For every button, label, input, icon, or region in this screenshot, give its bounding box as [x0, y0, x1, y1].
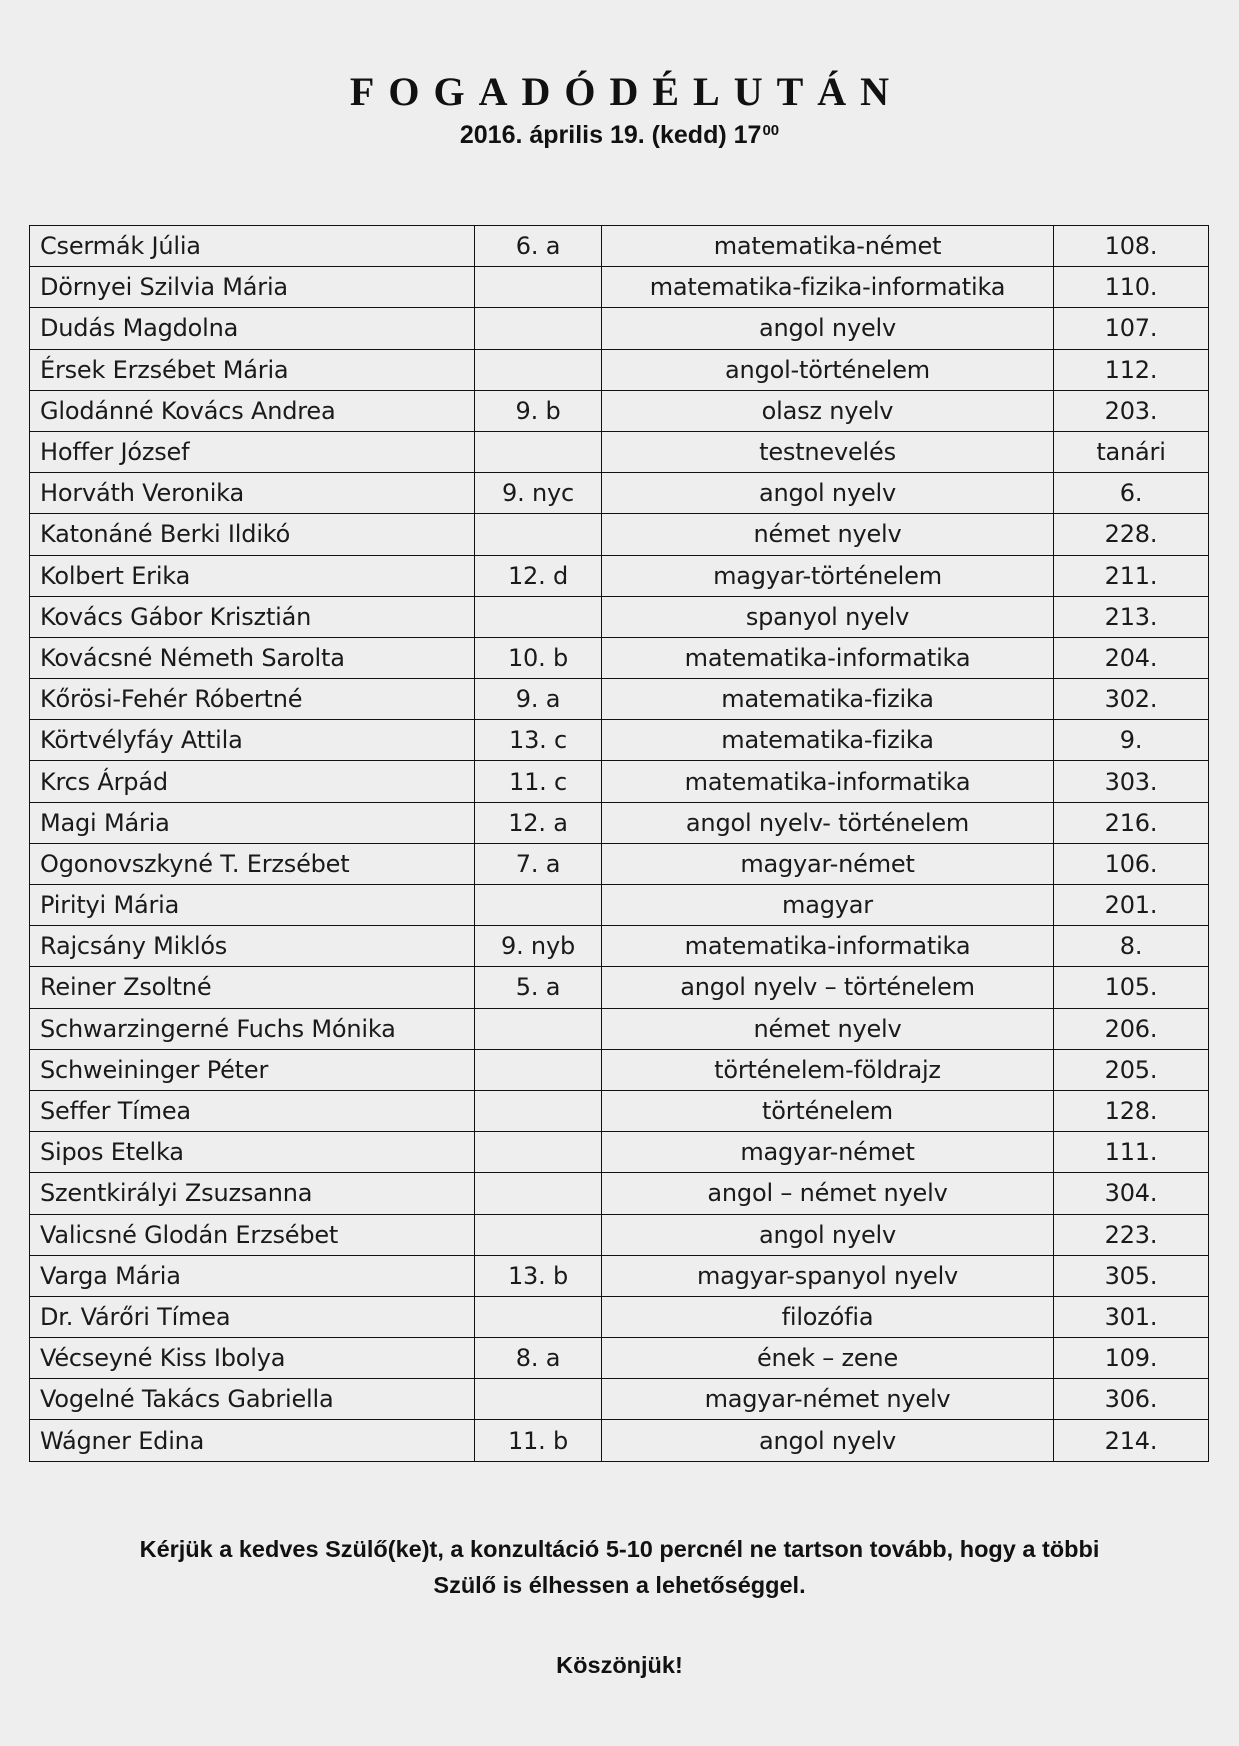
- teacher-name-cell: Érsek Erzsébet Mária: [30, 349, 475, 390]
- class-cell: [475, 1132, 602, 1173]
- table-row: [30, 267, 1209, 308]
- table-row: [30, 1132, 1209, 1173]
- teacher-name-cell: Varga Mária: [30, 1255, 475, 1296]
- teacher-name-cell: Schwarzingerné Fuchs Mónika: [30, 1008, 475, 1049]
- class-cell: [475, 308, 602, 349]
- table-row: [30, 885, 1209, 926]
- class-cell: 9. a: [475, 679, 602, 720]
- teacher-name-cell: Seffer Tímea: [30, 1090, 475, 1131]
- room-cell: 205.: [1054, 1049, 1209, 1090]
- subject-cell: angol-történelem: [602, 349, 1054, 390]
- class-cell: 11. c: [475, 761, 602, 802]
- event-date-text: 2016. április 19. (kedd) 17: [459, 121, 762, 149]
- room-cell: 213.: [1054, 596, 1209, 637]
- room-cell: 216.: [1054, 802, 1209, 843]
- class-cell: [475, 514, 602, 555]
- table-row: [30, 431, 1209, 472]
- table-row: [30, 596, 1209, 637]
- class-cell: [475, 1090, 602, 1131]
- class-cell: [475, 1379, 602, 1420]
- subject-cell: ének – zene: [602, 1338, 1054, 1379]
- subject-cell: matematika-fizika: [602, 679, 1054, 720]
- subject-cell: történelem: [602, 1090, 1054, 1131]
- teacher-name-cell: Körtvélyfáy Attila: [30, 720, 475, 761]
- table-row: [30, 1090, 1209, 1131]
- teacher-name-cell: Katonáné Berki Ildikó: [30, 514, 475, 555]
- teacher-name-cell: Wágner Edina: [30, 1420, 475, 1461]
- schedule-table-body: [30, 226, 1209, 1462]
- teacher-name-cell: Csermák Júlia: [30, 226, 475, 267]
- teacher-name-cell: Glodánné Kovács Andrea: [30, 390, 475, 431]
- room-cell: 302.: [1054, 679, 1209, 720]
- room-cell: tanári: [1054, 431, 1209, 472]
- room-cell: 305.: [1054, 1255, 1209, 1296]
- table-row: [30, 1379, 1209, 1420]
- subject-cell: matematika-informatika: [602, 637, 1054, 678]
- table-row: [30, 1420, 1209, 1461]
- class-cell: 13. c: [475, 720, 602, 761]
- class-cell: 9. nyc: [475, 473, 602, 514]
- teacher-name-cell: Hoffer József: [30, 431, 475, 472]
- room-cell: 306.: [1054, 1379, 1209, 1420]
- table-row: [30, 473, 1209, 514]
- class-cell: 6. a: [475, 226, 602, 267]
- teacher-name-cell: Sipos Etelka: [30, 1132, 475, 1173]
- room-cell: 6.: [1054, 473, 1209, 514]
- class-cell: 13. b: [475, 1255, 602, 1296]
- class-cell: 8. a: [475, 1338, 602, 1379]
- teacher-name-cell: Reiner Zsoltné: [30, 967, 475, 1008]
- subject-cell: angol nyelv – történelem: [602, 967, 1054, 1008]
- room-cell: 110.: [1054, 267, 1209, 308]
- teacher-name-cell: Dudás Magdolna: [30, 308, 475, 349]
- table-row: [30, 1296, 1209, 1337]
- table-row: [30, 1173, 1209, 1214]
- class-cell: [475, 885, 602, 926]
- class-cell: 12. d: [475, 555, 602, 596]
- table-row: [30, 1255, 1209, 1296]
- room-cell: 105.: [1054, 967, 1209, 1008]
- teacher-schedule-table: [29, 225, 1209, 1462]
- room-cell: 128.: [1054, 1090, 1209, 1131]
- subject-cell: angol nyelv: [602, 473, 1054, 514]
- subject-cell: magyar-spanyol nyelv: [602, 1255, 1054, 1296]
- subject-cell: matematika-német: [602, 226, 1054, 267]
- subject-cell: filozófia: [602, 1296, 1054, 1337]
- class-cell: [475, 349, 602, 390]
- room-cell: 203.: [1054, 390, 1209, 431]
- teacher-name-cell: Kolbert Erika: [30, 555, 475, 596]
- class-cell: [475, 1049, 602, 1090]
- room-cell: 8.: [1054, 926, 1209, 967]
- room-cell: 108.: [1054, 226, 1209, 267]
- subject-cell: történelem-földrajz: [602, 1049, 1054, 1090]
- event-date: [0, 118, 1239, 152]
- subject-cell: angol nyelv: [602, 1420, 1054, 1461]
- subject-cell: angol nyelv: [602, 1214, 1054, 1255]
- table-row: [30, 1049, 1209, 1090]
- page-title: FOGADÓDÉLUTÁN: [349, 69, 904, 114]
- table-row: [30, 1008, 1209, 1049]
- subject-cell: angol nyelv- történelem: [602, 802, 1054, 843]
- class-cell: [475, 1214, 602, 1255]
- subject-cell: magyar-történelem: [602, 555, 1054, 596]
- table-row: [30, 308, 1209, 349]
- room-cell: 109.: [1054, 1338, 1209, 1379]
- teacher-name-cell: Pirityi Mária: [30, 885, 475, 926]
- teacher-name-cell: Vogelné Takács Gabriella: [30, 1379, 475, 1420]
- subject-cell: matematika-fizika: [602, 720, 1054, 761]
- footer-note-line-2: Szülő is élhessen a lehetőséggel.: [433, 1572, 806, 1598]
- subject-cell: magyar-német nyelv: [602, 1379, 1054, 1420]
- table-row: [30, 843, 1209, 884]
- subject-cell: matematika-fizika-informatika: [602, 267, 1054, 308]
- table-row: [30, 555, 1209, 596]
- table-row: [30, 720, 1209, 761]
- class-cell: [475, 596, 602, 637]
- class-cell: 12. a: [475, 802, 602, 843]
- room-cell: 304.: [1054, 1173, 1209, 1214]
- teacher-name-cell: Kovácsné Németh Sarolta: [30, 637, 475, 678]
- class-cell: 5. a: [475, 967, 602, 1008]
- room-cell: 301.: [1054, 1296, 1209, 1337]
- class-cell: 9. nyb: [475, 926, 602, 967]
- subject-cell: német nyelv: [602, 514, 1054, 555]
- room-cell: 201.: [1054, 885, 1209, 926]
- table-row: [30, 1214, 1209, 1255]
- room-cell: 211.: [1054, 555, 1209, 596]
- room-cell: 106.: [1054, 843, 1209, 884]
- teacher-name-cell: Kőrösi-Fehér Róbertné: [30, 679, 475, 720]
- teacher-name-cell: Szentkirályi Zsuzsanna: [30, 1173, 475, 1214]
- table-row: [30, 349, 1209, 390]
- class-cell: 7. a: [475, 843, 602, 884]
- teacher-name-cell: Ogonovszkyné T. Erzsébet: [30, 843, 475, 884]
- class-cell: [475, 431, 602, 472]
- room-cell: 112.: [1054, 349, 1209, 390]
- subject-cell: magyar-német: [602, 843, 1054, 884]
- table-row: [30, 1338, 1209, 1379]
- subject-cell: magyar: [602, 885, 1054, 926]
- teacher-name-cell: Vécseyné Kiss Ibolya: [30, 1338, 475, 1379]
- table-row: [30, 226, 1209, 267]
- room-cell: 107.: [1054, 308, 1209, 349]
- teacher-name-cell: Magi Mária: [30, 802, 475, 843]
- room-cell: 111.: [1054, 1132, 1209, 1173]
- subject-cell: spanyol nyelv: [602, 596, 1054, 637]
- teacher-name-cell: Schweininger Péter: [30, 1049, 475, 1090]
- class-cell: 11. b: [475, 1420, 602, 1461]
- subject-cell: német nyelv: [602, 1008, 1054, 1049]
- room-cell: 228.: [1054, 514, 1209, 555]
- class-cell: [475, 1008, 602, 1049]
- footer-thanks: Köszönjük!: [556, 1652, 683, 1678]
- teacher-name-cell: Horváth Veronika: [30, 473, 475, 514]
- class-cell: [475, 267, 602, 308]
- teacher-name-cell: Kovács Gábor Krisztián: [30, 596, 475, 637]
- room-cell: 9.: [1054, 720, 1209, 761]
- table-row: [30, 926, 1209, 967]
- subject-cell: olasz nyelv: [602, 390, 1054, 431]
- teacher-name-cell: Krcs Árpád: [30, 761, 475, 802]
- class-cell: [475, 1173, 602, 1214]
- table-row: [30, 514, 1209, 555]
- table-row: [30, 802, 1209, 843]
- subject-cell: angol – német nyelv: [602, 1173, 1054, 1214]
- room-cell: 303.: [1054, 761, 1209, 802]
- room-cell: 223.: [1054, 1214, 1209, 1255]
- table-row: [30, 679, 1209, 720]
- class-cell: [475, 1296, 602, 1337]
- room-cell: 206.: [1054, 1008, 1209, 1049]
- class-cell: 10. b: [475, 637, 602, 678]
- table-row: [30, 390, 1209, 431]
- teacher-name-cell: Dörnyei Szilvia Mária: [30, 267, 475, 308]
- subject-cell: angol nyelv: [602, 308, 1054, 349]
- room-cell: 214.: [1054, 1420, 1209, 1461]
- table-row: [30, 967, 1209, 1008]
- table-row: [30, 761, 1209, 802]
- footer-note: [40, 1531, 1199, 1603]
- table-row: [30, 637, 1209, 678]
- subject-cell: matematika-informatika: [602, 761, 1054, 802]
- teacher-name-cell: Rajcsány Miklós: [30, 926, 475, 967]
- room-cell: 204.: [1054, 637, 1209, 678]
- subject-cell: magyar-német: [602, 1132, 1054, 1173]
- subject-cell: matematika-informatika: [602, 926, 1054, 967]
- teacher-name-cell: Valicsné Glodán Erzsébet: [30, 1214, 475, 1255]
- event-time-minutes: 00: [762, 122, 780, 139]
- subject-cell: testnevelés: [602, 431, 1054, 472]
- teacher-name-cell: Dr. Várőri Tímea: [30, 1296, 475, 1337]
- footer-note-line-1: Kérjük a kedves Szülő(ke)t, a konzultáció 5-10 percnél ne tartson tovább, hogy a többi: [139, 1536, 1100, 1562]
- class-cell: 9. b: [475, 390, 602, 431]
